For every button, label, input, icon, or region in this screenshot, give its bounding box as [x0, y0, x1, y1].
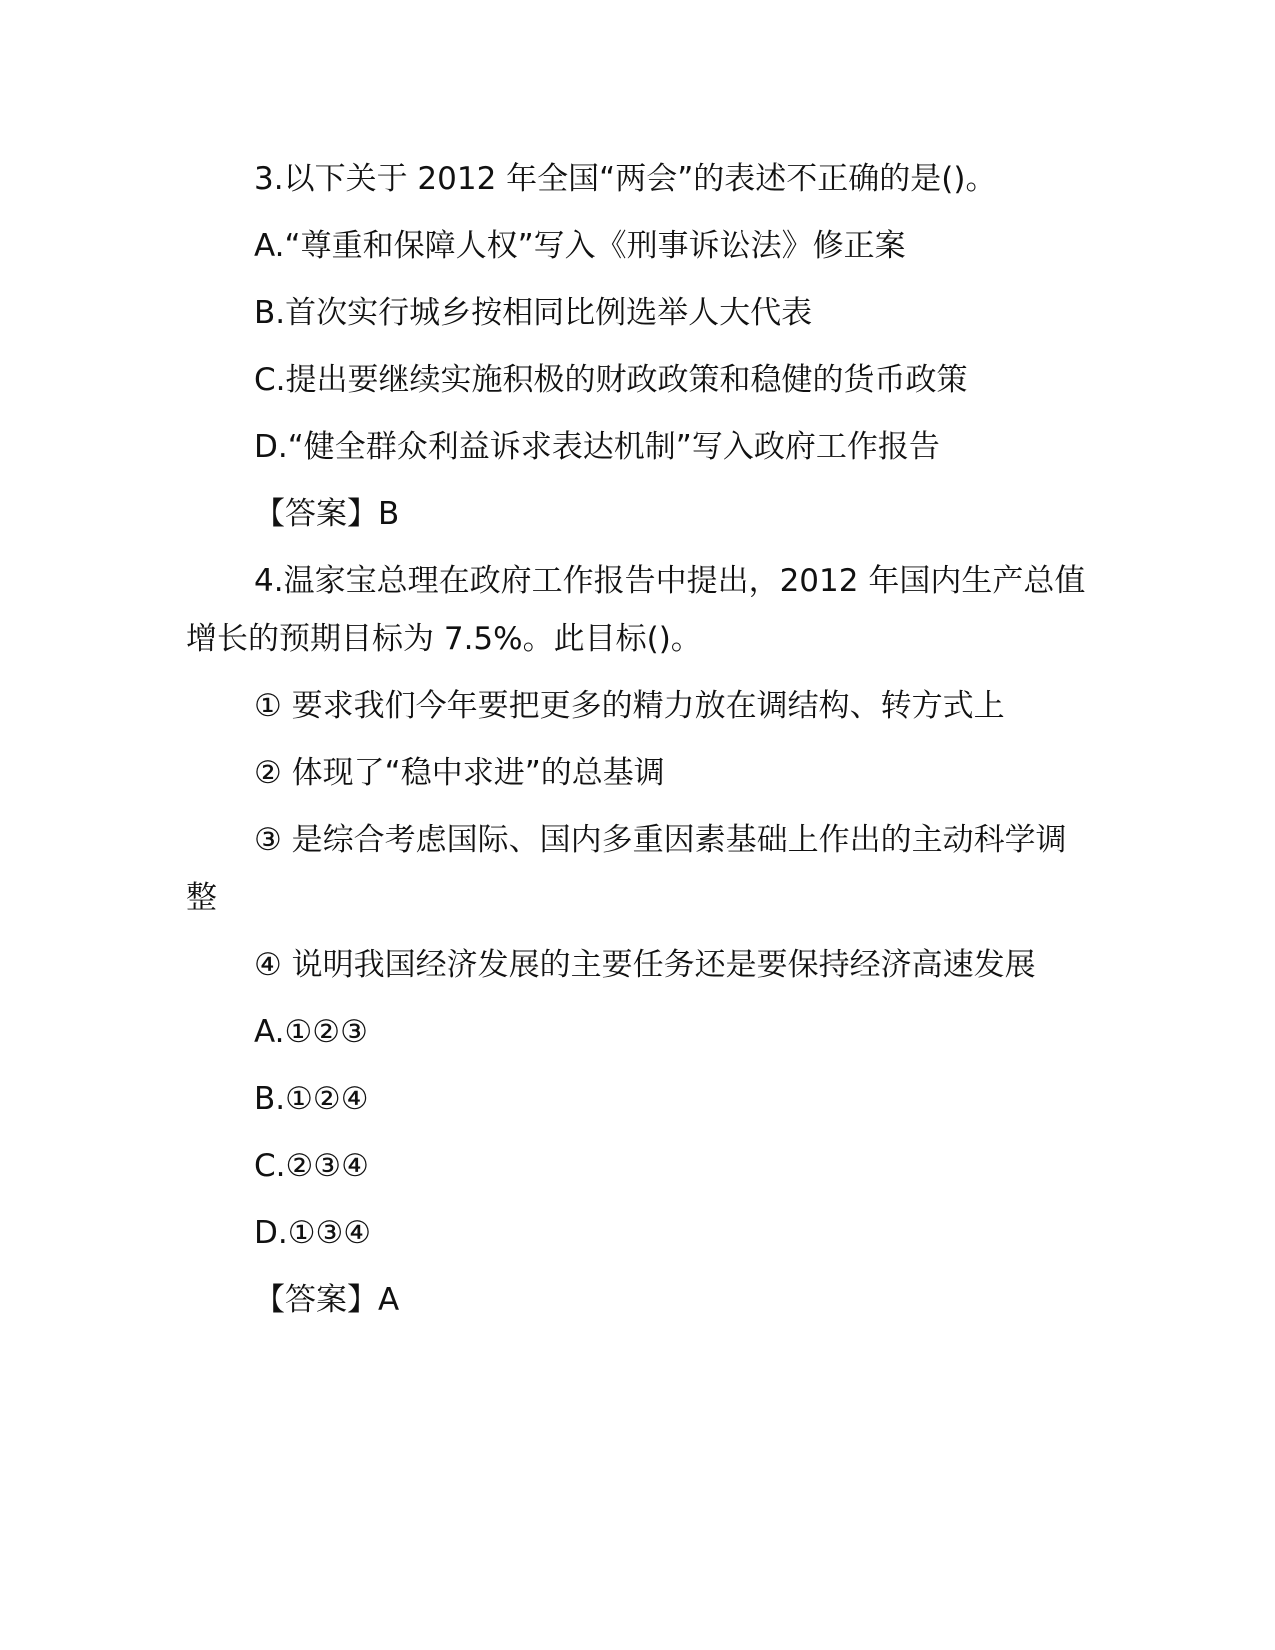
- question-4-statement-4: ④ 说明我国经济发展的主要任务还是要保持经济高速发展: [254, 947, 1036, 983]
- question-3-option-d: D.“健全群众利益诉求表达机制”写入政府工作报告: [254, 429, 940, 465]
- question-3-option-a: A.“尊重和保障人权”写入《刑事诉讼法》修正案: [254, 228, 906, 264]
- document-body: [186, 150, 1086, 1338]
- question-4-option-c: C.②③④: [254, 1148, 369, 1184]
- question-4-statement-3: ③ 是综合考虑国际、国内多重因素基础上作出的主动科学调整: [186, 822, 1067, 916]
- question-3-answer: 【答案】B: [254, 496, 400, 532]
- question-4-answer: 【答案】A: [254, 1282, 400, 1318]
- question-4-statement-1: ① 要求我们今年要把更多的精力放在调结构、转方式上: [254, 688, 1005, 724]
- question-4-option-d: D.①③④: [254, 1215, 372, 1251]
- question-3-stem: 3.以下关于 2012 年全国“两会”的表述不正确的是()。: [254, 161, 997, 197]
- question-3-option-c: C.提出要继续实施积极的财政政策和稳健的货币政策: [254, 362, 968, 398]
- question-4-option-b: B.①②④: [254, 1081, 369, 1117]
- question-4-option-a: A.①②③: [254, 1014, 368, 1050]
- question-4-statement-2: ② 体现了“稳中求进”的总基调: [254, 755, 665, 791]
- question-3-option-b: B.首次实行城乡按相同比例选举人大代表: [254, 295, 813, 331]
- question-4-stem: 4.温家宝总理在政府工作报告中提出，2012 年国内生产总值增长的预期目标为 7.5%。此目标()。: [186, 563, 1086, 657]
